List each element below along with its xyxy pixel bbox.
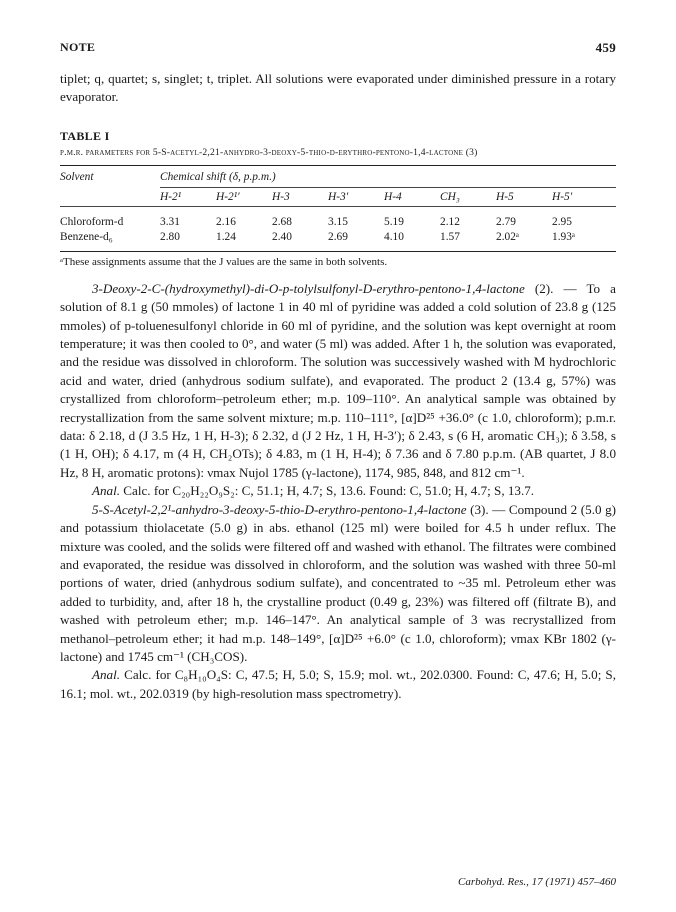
table-cell: 2.02ᵃ — [496, 231, 520, 244]
column-header: H-3′ — [328, 191, 349, 204]
table-bottom-rule — [60, 251, 616, 252]
table-cell: 5.19 — [384, 216, 404, 229]
table-caption: p.m.r. parameters for 5-S-acetyl-2,21-anhydro-3-deoxy-5-thio-d-erythro-pentono-1,4-lactone (3) — [60, 146, 478, 158]
header-solvent: Solvent — [60, 170, 94, 183]
table-label: TABLE I — [60, 128, 110, 143]
column-header: H-4 — [384, 191, 402, 204]
column-header: CH₃ — [440, 191, 460, 204]
table-cell: 3.31 — [160, 216, 180, 229]
pmr-table — [60, 166, 616, 251]
column-header-row — [60, 188, 616, 206]
table-cell: 3.15 — [328, 216, 348, 229]
column-header: H-2¹′ — [216, 191, 240, 204]
table-cell: 2.80 — [160, 231, 180, 244]
table-cell: 1.57 — [440, 231, 460, 244]
analysis-label: Anal. — [92, 667, 121, 683]
table-cell: 2.40 — [272, 231, 292, 244]
table-cell: 1.24 — [216, 231, 236, 244]
header-chemical-shift: Chemical shift (δ, p.p.m.) — [160, 170, 276, 183]
analysis-text: Calc. for C₂₀H₂₂O₉S₂: C, 51.1; H, 4.7; S, 13.6. Found: C, 51.0; H, 4.7; S, 13.7. — [123, 483, 535, 499]
compound-2-text: (2). — To a solution of 8.1 g (50 mmoles) of lactone 1 in 40 ml of pyridine was added a cold solution of 23.8 g (125 mmoles) of p-toluenesulfonyl chloride in 60 ml of pyridine, and the solution was kept overnight at room temperature; it was then cooled to 0°, and water (5 ml) was added. After 1 h, the solution was evaporated, and the residue was dissolved in chloroform. The solution was successively washed with M hydrochloric acid and water, dried (anhydrous sodium sulfate), and evaporated. The product 2 (13.4 g, 57%) was crystallized from chloroform–petroleum ether; m.p. 109–110°. An analytical sample was obtained by recrystallization from the same solvent mixture; m.p. 110–111°, [α]D²⁵ +36.0° (c 1.0, chloroform); p.m.r. data: δ 2.18, d (J 3.5 Hz, 1 H, H-3); δ 2.32, d (J 2 Hz, 1 H, H-3′); δ 2.43, s (6 H, aromatic CH₃); δ 3.58, s (1 H, OH); δ 4.17, m (4 H, CH₂OTs); δ 4.83, m (1 H, H-4); δ 7.36 and δ 7.80 p.p.m. (AB quartet, J 8.0 Hz, 8 H, aromatic protons): νmax Nujol 1785 (γ-lactone), 1174, 985, 848, and 812 cm⁻¹. — [60, 280, 616, 480]
compound-3-text: (3). — Compound 2 (5.0 g) and potassium thiolacetate (5.0 g) in abs. ethanol (125 ml) were boiled for 4.5 h under reflux. The mixture was cooled, and the solids were filtered off and washed with ethanol. The filtrates were combined and evaporated, the residue was dissolved in chloroform, and the solution was washed with three 50-ml portions of water, dried (anhydrous sodium sulfate), and concentrated to ~35 ml. Petroleum ether was added to turbidity, and, after 18 h, the crystalline product (0.49 g, 23%) was filtered off (filtrate B), and washed with petroleum ether; m.p. 146–147°. An analytical sample of 3 was recrystallized from methanol–petroleum ether; it had m.p. 148–149°, [α]D²⁵ +6.0° (c 1.0, chloroform); νmax KBr 1802 (γ-lactone) and 1745 cm⁻¹ (CH₃COS). — [60, 501, 616, 664]
compound-2-title: 3-Deoxy-2-C-(hydroxymethyl)-di-O-p-tolylsulfonyl-D-erythro-pentono-1,4-lactone — [92, 280, 525, 296]
table-cell: 2.79 — [496, 216, 516, 229]
column-header: H-2¹ — [160, 191, 182, 204]
column-header: H-5′ — [552, 191, 573, 204]
table-cell: 2.95 — [552, 216, 572, 229]
table-footnote: ᵃThese assignments assume that the J values are the same in both solvents. — [60, 255, 388, 268]
table-cell: 2.12 — [440, 216, 460, 229]
column-header: H-3 — [272, 191, 290, 204]
table-row — [60, 215, 616, 230]
paragraph-analysis-3 — [60, 666, 616, 703]
row-solvent: Chloroform-d — [60, 216, 124, 229]
experimental-section — [60, 280, 616, 703]
paragraph-compound-2 — [60, 280, 616, 482]
table-cell: 2.68 — [272, 216, 292, 229]
page — [60, 40, 616, 703]
paragraph-compound-3 — [60, 501, 616, 667]
compound-3-title: 5-S-Acetyl-2,2¹-anhydro-3-deoxy-5-thio-D-erythro-pentono-1,4-lactone — [92, 501, 467, 517]
paragraph-analysis-2 — [60, 482, 616, 500]
intro-paragraph: tiplet; q, quartet; s, singlet; t, triplet. All solutions were evaporated under diminished pressure in a rotary evaporator. — [60, 71, 616, 105]
journal-citation: Carbohyd. Res., 17 (1971) 457–460 — [458, 876, 616, 888]
table-row — [60, 230, 616, 245]
row-solvent: Benzene-d₆ — [60, 231, 113, 244]
running-header — [60, 40, 616, 56]
table-cell: 2.16 — [216, 216, 236, 229]
analysis-label: Anal. — [92, 483, 121, 499]
table-cell: 4.10 — [384, 231, 404, 244]
analysis-text: Calc. for C₈H₁₀O₄S: C, 47.5; H, 5.0; S, 15.9; mol. wt., 202.0300. Found: C, 47.6; H, 5.0; S, 16.1; mol. wt., 202.0319 (by high-resolution mass spectrometry). — [60, 667, 616, 701]
column-header: H-5 — [496, 191, 514, 204]
page-number: 459 — [595, 40, 616, 55]
header-section: NOTE — [60, 40, 96, 54]
table-cell: 2.69 — [328, 231, 348, 244]
table-cell: 1.93ᵃ — [552, 231, 576, 244]
